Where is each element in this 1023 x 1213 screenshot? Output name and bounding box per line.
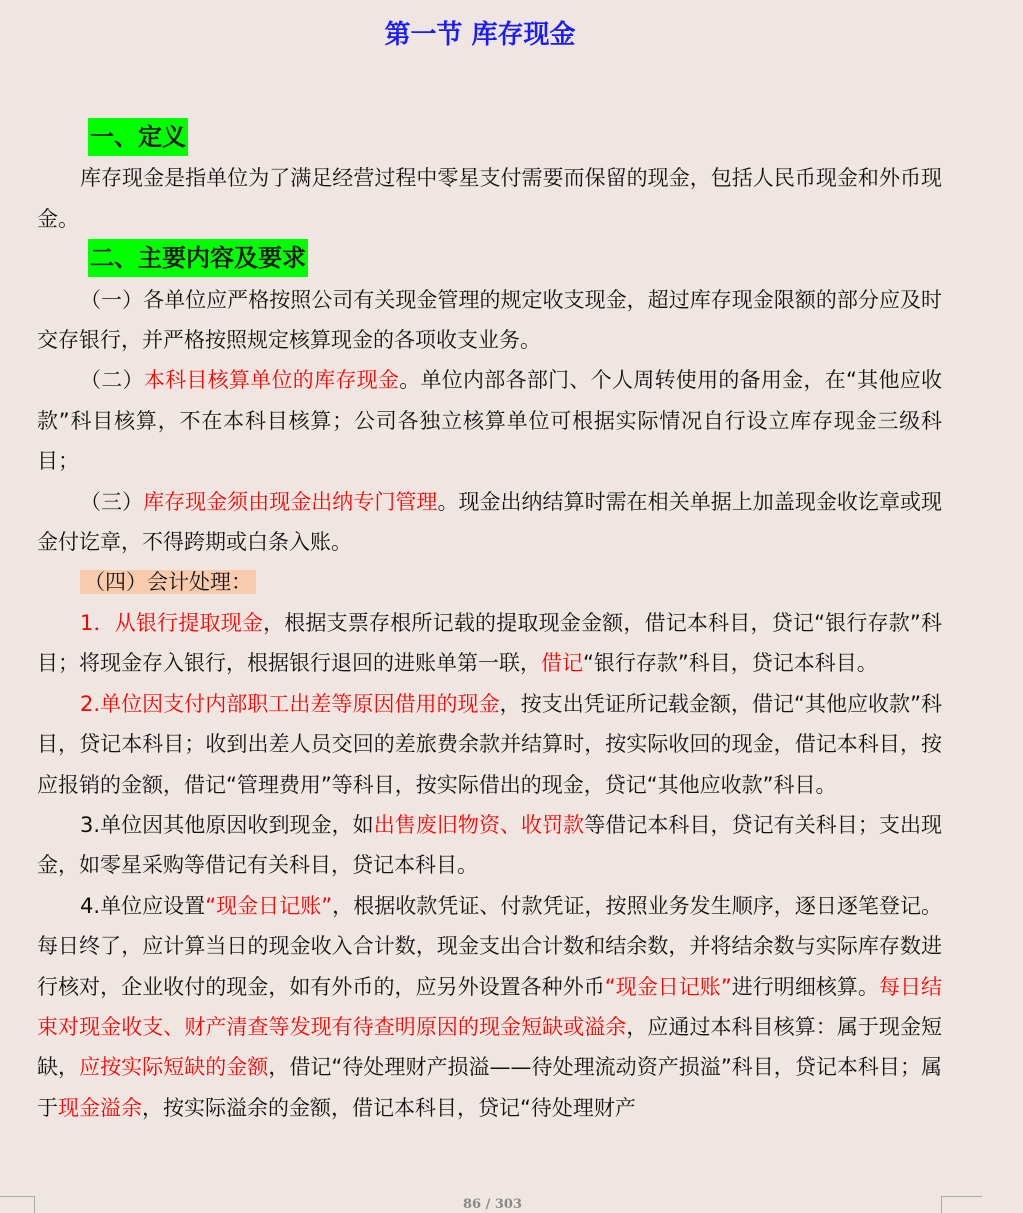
emphasis-text: “现金日记账” bbox=[205, 893, 333, 918]
emphasis-text: “现金日记账” bbox=[604, 974, 732, 999]
emphasis-text: 应按实际短缺的金额 bbox=[79, 1055, 269, 1080]
text: “银行存款”科目，贷记本科目。 bbox=[583, 651, 878, 676]
text: ，按实际溢余的金额，借记本科目，贷记“待处理财产 bbox=[142, 1095, 636, 1120]
item-4 bbox=[37, 886, 942, 1128]
text: ，根据收款凭证、付款凭证，按照业务发生顺序，逐日逐笔登记。每日终了，应计算当日的现金收入合计数，现金支出合计数和结余数，并将结余数与实际库存数进行核对，企业收付的现金，如有外币的，应另外设置各种外币 bbox=[37, 893, 942, 999]
definition-paragraph: 库存现金是指单位为了满足经营过程中零星支付需要而保留的现金，包括人民币现金和外币现金。 bbox=[37, 166, 942, 231]
text: 4.单位应设置 bbox=[80, 893, 206, 918]
text: （二） bbox=[80, 368, 144, 393]
section-heading-requirements: 二、主要内容及要求 bbox=[88, 239, 308, 277]
page-title: 第一节 库存现金 bbox=[384, 20, 576, 50]
text: 等借记本科目，贷记有关科目；支出现金，如零星采购等借记有关科目，贷记本科目。 bbox=[37, 812, 942, 878]
emphasis-text: 每日结束对现金收支、财产清查等发现有待查明原因的现金短缺或溢余 bbox=[37, 974, 943, 1039]
page-number: 86 / 303 bbox=[462, 1197, 523, 1212]
emphasis-text: 1．从银行提取现金 bbox=[80, 610, 264, 635]
item-3 bbox=[37, 805, 942, 886]
paragraph-4 bbox=[37, 562, 942, 602]
text: 。单位内部各部门、个人周转使用的备用金，在“其他应收款”科目核算，不在本科目核算；公司各独立核算单位可根据实际情况自行设立库存现金三级科目； bbox=[37, 368, 943, 474]
emphasis-text: 库存现金须由现金出纳专门管理 bbox=[143, 489, 438, 514]
item-2 bbox=[37, 684, 942, 805]
text: 进行明细核算。 bbox=[731, 974, 879, 999]
emphasis-text: 出售废旧物资、收罚款 bbox=[373, 812, 585, 837]
text: ，按支出凭证所记载金额，借记“其他应收款”科目，贷记本科目；收到出差人员交回的差旅费余款并结算时，按实际收回的现金，借记本科目，按应报销的金额，借记“管理费用”等科目，按实际借出的现金，贷记“其他应收款”科目。 bbox=[37, 691, 942, 797]
item-1 bbox=[37, 603, 942, 684]
text: 。现金出纳结算时需在相关单据上加盖现金收讫章或现金付讫章，不得跨期或白条入账。 bbox=[37, 489, 943, 555]
emphasis-text: 2.单位因支付内部职工出差等原因借用的现金 bbox=[80, 691, 500, 716]
text: 3.单位因其他原因收到现金，如 bbox=[80, 812, 374, 837]
paragraph-3 bbox=[37, 482, 942, 563]
text: ，应通过本科目核算：属于现金短缺， bbox=[37, 1014, 943, 1080]
emphasis-text: 本科目核算单位的库存现金 bbox=[143, 368, 400, 393]
emphasis-text: 现金溢余 bbox=[58, 1095, 142, 1120]
emphasis-text: 借记 bbox=[541, 651, 583, 676]
document-body bbox=[37, 118, 942, 1128]
text: （三） bbox=[80, 489, 144, 514]
paragraph-1: （一）各单位应严格按照公司有关现金管理的规定收支现金，超过库存现金限额的部分应及时交存银行，并严格按照规定核算现金的各项收支业务。 bbox=[37, 287, 942, 353]
text: ，借记“待处理财产损溢——待处理流动资产损溢”科目，贷记本科目；属于 bbox=[37, 1055, 942, 1120]
paragraph-2 bbox=[37, 360, 942, 481]
section-heading-definition: 一、定义 bbox=[88, 118, 188, 156]
highlighted-subheading: （四）会计处理： bbox=[80, 570, 256, 594]
text: ，根据支票存根所记载的提取现金金额，借记本科目，贷记“银行存款”科目；将现金存入银行，根据银行退回的进账单第一联， bbox=[37, 610, 942, 676]
